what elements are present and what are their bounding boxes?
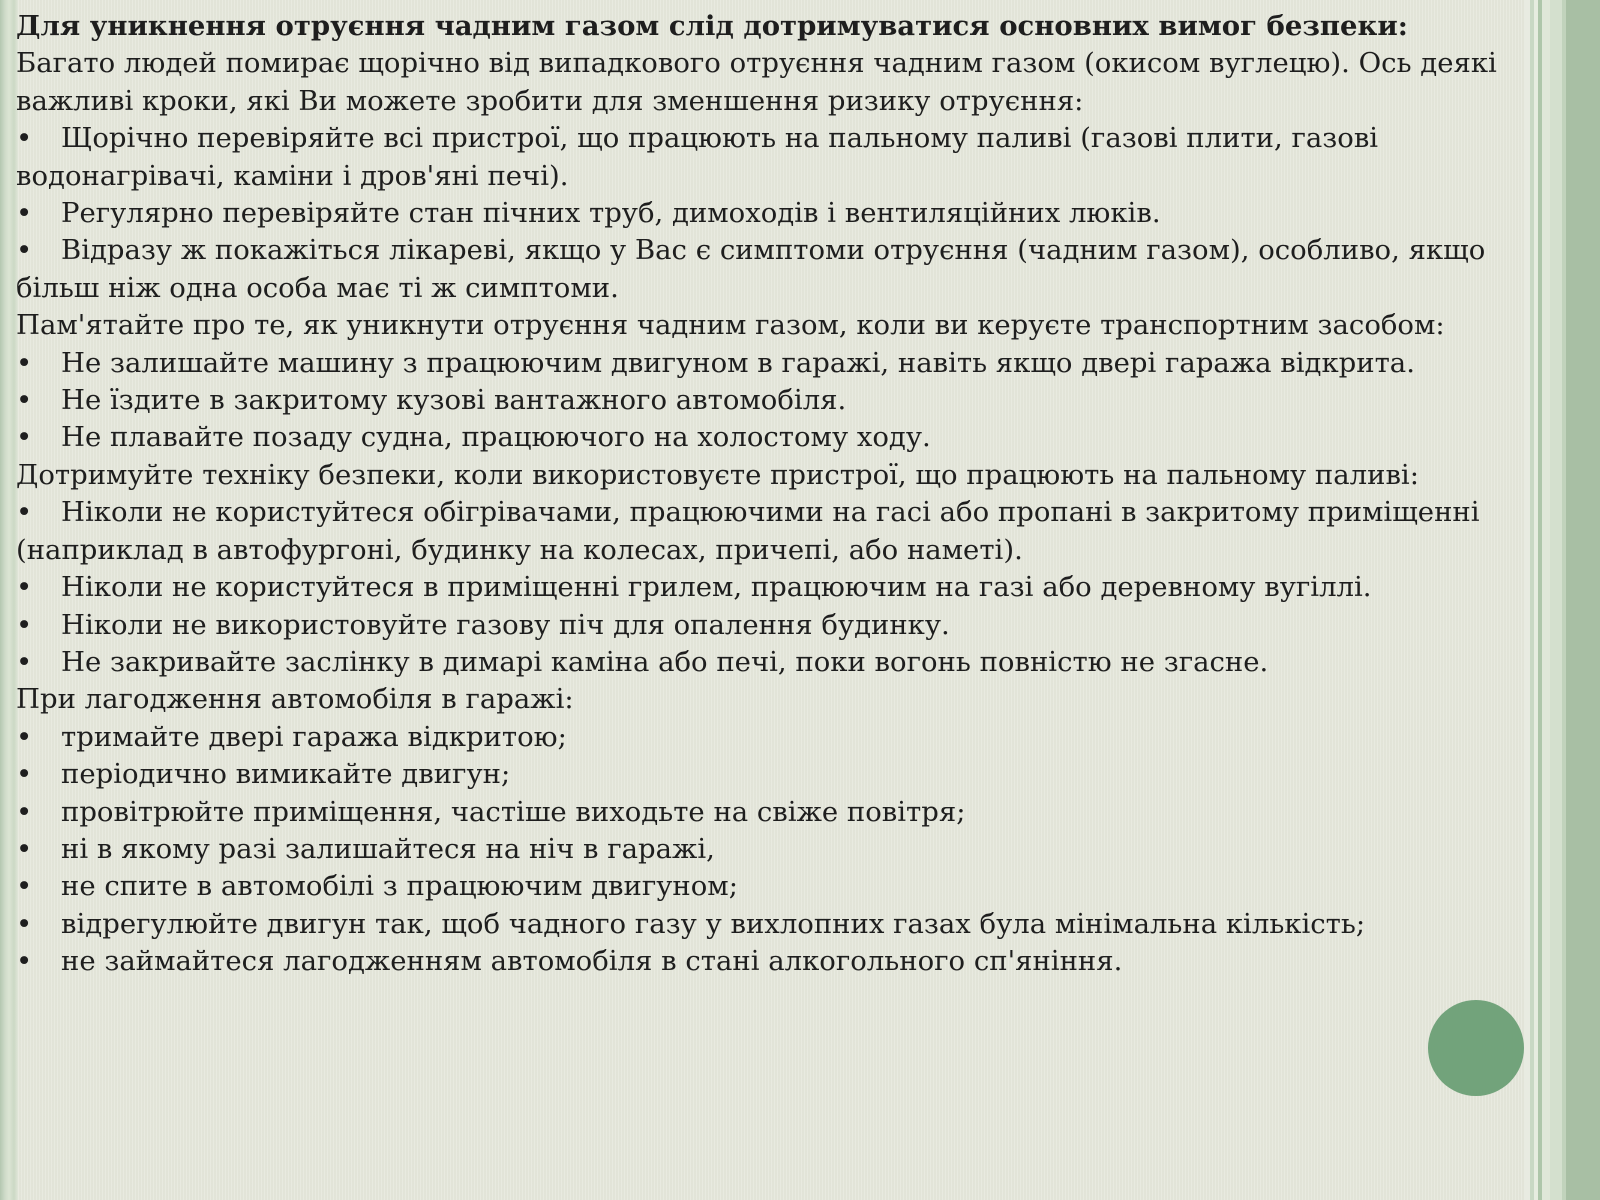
bullet-marker: • (16, 122, 33, 155)
list-item (16, 719, 1516, 756)
list-item (16, 906, 1516, 943)
list-item (16, 195, 1516, 232)
appliance-section-heading: Дотримуйте техніку безпеки, коли використовуєте пристрої, що працюють на пальному паливі: (16, 458, 1419, 491)
bullet-marker: • (16, 945, 33, 978)
bullet-marker: • (16, 720, 33, 753)
list-item-text: Не їздите в закритому кузові вантажного автомобіля. (61, 384, 847, 417)
list-item (16, 794, 1516, 831)
list-item-text: не спите в автомобілі з працюючим двигуном; (61, 870, 738, 903)
list-item-text: Не закривайте заслінку в димарі каміна або печі, поки вогонь повністю не згасне. (61, 645, 1269, 678)
list-item-text: періодично вимикайте двигун; (61, 758, 511, 791)
appliance-bullet-list (16, 494, 1516, 681)
list-item-text: тримайте двері гаража відкритою; (61, 720, 567, 753)
decorative-circle (1428, 1000, 1524, 1096)
list-item-text: не займайтеся лагодженням автомобіля в стані алкогольного сп'яніння. (61, 945, 1123, 978)
list-item (16, 831, 1516, 868)
intro-bullet-list (16, 120, 1516, 307)
list-item-text: Регулярно перевіряйте стан пічних труб, димоходів і вентиляційних люків. (61, 197, 1161, 230)
bullet-marker: • (16, 571, 33, 604)
list-item (16, 756, 1516, 793)
list-item-text: Ніколи не використовуйте газову піч для опалення будинку. (61, 608, 950, 641)
list-item-text: ні в якому разі залишайтеся на ніч в гаражі, (61, 832, 715, 865)
bullet-marker: • (16, 907, 33, 940)
list-item (16, 868, 1516, 905)
bullet-marker: • (16, 645, 33, 678)
list-item-text: Щорічно перевіряйте всі пристрої, що працюють на пальному паливі (газові плити, газові водонагрівачі, каміни і дров'яні печі). (16, 122, 1379, 192)
garage-section-heading: При лагодження автомобіля в гаражі: (16, 683, 574, 716)
list-item-text: провітрюйте приміщення, частіше виходьте на свіже повітря; (61, 795, 966, 828)
intro-paragraph: Багато людей помирає щорічно від випадкового отруєння чадним газом (окисом вуглецю). Ось деякі важливі кроки, які Ви можете зробити для зменшення ризику отруєння: (16, 47, 1497, 117)
list-item (16, 345, 1516, 382)
bullet-marker: • (16, 832, 33, 865)
bullet-marker: • (16, 795, 33, 828)
list-item-text: Відразу ж покажіться лікареві, якщо у Вас є симптоми отруєння (чадним газом), особливо, якщо більш ніж одна особа має ті ж симптоми. (16, 234, 1486, 304)
vehicle-section-heading: Пам'ятайте про те, як уникнути отруєння чадним газом, коли ви керуєте транспортним засобом: (16, 309, 1445, 342)
list-item (16, 120, 1516, 195)
slide-content (16, 8, 1516, 981)
list-item (16, 419, 1516, 456)
list-item (16, 232, 1516, 307)
list-item (16, 569, 1516, 606)
bullet-marker: • (16, 197, 33, 230)
list-item (16, 382, 1516, 419)
list-item-text: Не плавайте позаду судна, працюючого на холостому ходу. (61, 421, 931, 454)
list-item-text: Ніколи не користуйтеся обігрівачами, працюючими на гасі або пропані в закритому приміщенні (наприклад в автофургоні, будинку на колесах, причепі, або наметі). (16, 496, 1480, 566)
list-item-text: Не залишайте машину з працюючим двигуном в гаражі, навіть якщо двері гаража відкрита. (61, 346, 1415, 379)
list-item (16, 494, 1516, 569)
bullet-marker: • (16, 496, 33, 529)
slide-heading: Для уникнення отруєння чадним газом слід дотримуватися основних вимог безпеки: (16, 10, 1408, 42)
list-item (16, 644, 1516, 681)
bullet-marker: • (16, 421, 33, 454)
list-item (16, 943, 1516, 980)
bullet-marker: • (16, 608, 33, 641)
list-item-text: відрегулюйте двигун так, щоб чадного газу у вихлопних газах була мінімальна кількість; (61, 907, 1366, 940)
list-item (16, 607, 1516, 644)
bullet-marker: • (16, 234, 33, 267)
bullet-marker: • (16, 384, 33, 417)
bullet-marker: • (16, 346, 33, 379)
bullet-marker: • (16, 870, 33, 903)
list-item-text: Ніколи не користуйтеся в приміщенні грилем, працюючим на газі або деревному вугіллі. (61, 571, 1372, 604)
garage-bullet-list (16, 719, 1516, 981)
right-decorative-frame (1524, 0, 1600, 1200)
bullet-marker: • (16, 758, 33, 791)
vehicle-bullet-list (16, 345, 1516, 457)
